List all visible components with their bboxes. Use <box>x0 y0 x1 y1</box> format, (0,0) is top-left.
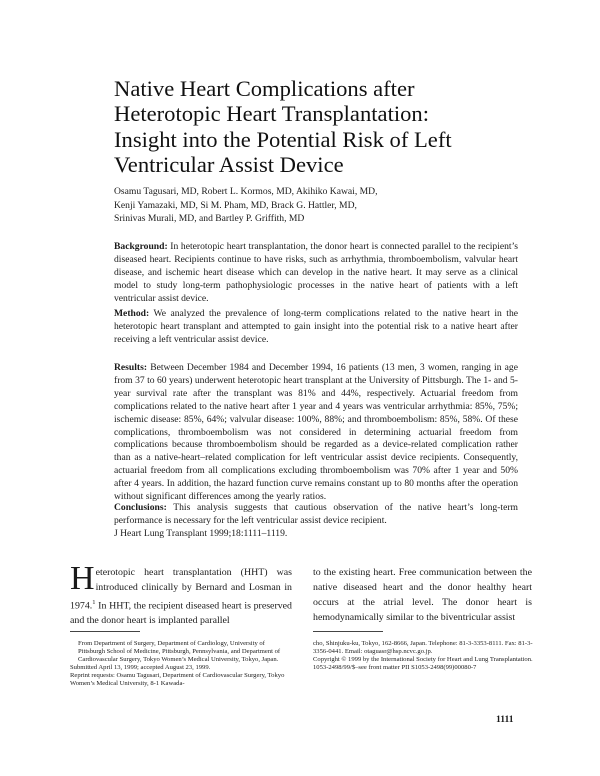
author-list <box>114 185 534 226</box>
background-text: In heterotopic heart transplantation, the donor heart is connected parallel to the recipient’s diseased heart. Recipients continue to have risks, such as arrhythmia, thromboembolism, valvular heart disease, and ischemic heart disease which can develop in the native heart. It may serve as a clinical model to study long-term pathophysiologic processes in the native heart of patients with a left ventricular assist device. <box>114 241 518 304</box>
method-text: We analyzed the prevalence of long-term complications related to the native heart in the heterotopic heart transplant and attempted to gain insight into the potential risk to a native heart after receiving a left ventricular assist device. <box>114 308 519 345</box>
title-line: Heterotopic Heart Transplantation: <box>114 101 429 127</box>
results-text: Between December 1984 and December 1994, 16 patients (13 men, 3 women, ranging in age from 37 to 60 years) underwent heterotopic heart transplant at the University of Pittsburgh. The 1- and 5-year survival rate after the transplant was 81% and 44%, respectively. Actuarial freedom from complications related to the native heart after 1 year and 4 years was ventricular arrhythmia: 85%, 75%; ischemic disease: 85%, 64%; valvular disease: 100%, 88%; and thromboembolism: 85%, 58%. Of these complications, thromboembolism was not considered in determining actuarial freedom from complications because thromboembolism should be regarded as a device-related complication rather than as a native-heart–related complication for left ventricular assist device recipients. Consequently, actuarial freedom from all complications excluding thromboembolism was 70% after 1 year and 50% after 4 years. In addition, the hazard function curve remains constant up to 80 months after the operation without significant differences among the yearly ratios. <box>114 362 518 503</box>
issn-note: 1053-2498/99/$–see front matter PII S1053-2498(99)00080-7 <box>313 664 477 672</box>
title-line: Ventricular Assist Device <box>114 152 344 178</box>
abstract-method <box>114 308 518 347</box>
conclusions-label: Conclusions: <box>114 502 167 513</box>
conclusions-text: This analysis suggests that cautious observation of the native heart’s long-term performance is necessary for the left ventricular assist device recipient. <box>114 502 518 526</box>
footnote-divider <box>313 631 383 632</box>
body-column-left <box>70 560 292 628</box>
submission-note: Submitted April 13, 1999; accepted August 23, 1999. <box>70 664 211 672</box>
title-line: Native Heart Complications after <box>114 76 415 101</box>
method-label: Method: <box>114 308 150 319</box>
address-note: cho, Shinjuku-ku, Tokyo, 162-8666, Japan. Telephone: 81-3-3353-8111. Fax: 81-3-3356-0441. Email: otaguasr@hsp.ncvc.go.jp. <box>313 640 533 656</box>
abstract-background <box>114 241 518 306</box>
background-label: Background: <box>114 241 168 252</box>
body-column-right <box>313 565 532 625</box>
body-text: In HHT, the recipient diseased heart is preserved and the donor heart is implanted parallel <box>70 600 292 627</box>
page-number: 1111 <box>496 714 514 725</box>
drop-cap: H <box>70 560 95 597</box>
copyright-note: Copyright © 1999 by the International Society for Heart and Lung Transplantation. <box>313 656 533 664</box>
abstract-results <box>114 362 518 504</box>
body-text: to the existing heart. Free communication between the native diseased heart and the donor healthy heart occurs at the atrial level. The donor heart is hemodynamically similar to the biventricular assist <box>313 567 532 623</box>
results-label: Results: <box>114 362 148 373</box>
author-line: Kenji Yamazaki, MD, Si M. Pham, MD, Brack G. Hattler, MD, <box>114 199 357 211</box>
footnotes-left <box>70 640 292 689</box>
reference-marker: 1 <box>92 599 96 606</box>
footnotes-right <box>313 640 534 672</box>
affiliation-note: From Department of Surgery, Department of Cardiology, University of Pittsburgh School of Medicine, Pittsburgh, Pennsylvania, and Department of Cardiovascular Surgery, Tokyo Women’s Medical University, Tokyo, Japan. <box>78 640 281 664</box>
abstract-conclusions <box>114 502 518 541</box>
title-line: Insight into the Potential Risk of Left <box>114 126 452 152</box>
author-line: Srinivas Murali, MD, and Bartley P. Griffith, MD <box>114 213 305 224</box>
author-line: Osamu Tagusari, MD, Robert L. Kormos, MD, Akihiko Kawai, MD, <box>114 186 378 197</box>
body-text: eterotopic heart transplantation (HHT) was introduced clinically by Bernard and Losman in 1974. <box>70 567 292 612</box>
journal-citation: J Heart Lung Transplant 1999;18:1111–1119. <box>114 527 288 539</box>
footnote-divider <box>70 631 140 632</box>
article-title <box>114 76 514 178</box>
reprint-note: Reprint requests: Osamu Tagusari, Department of Cardiovascular Surgery, Tokyo Women’s Medical University, 8-1 Kawada- <box>70 672 285 688</box>
